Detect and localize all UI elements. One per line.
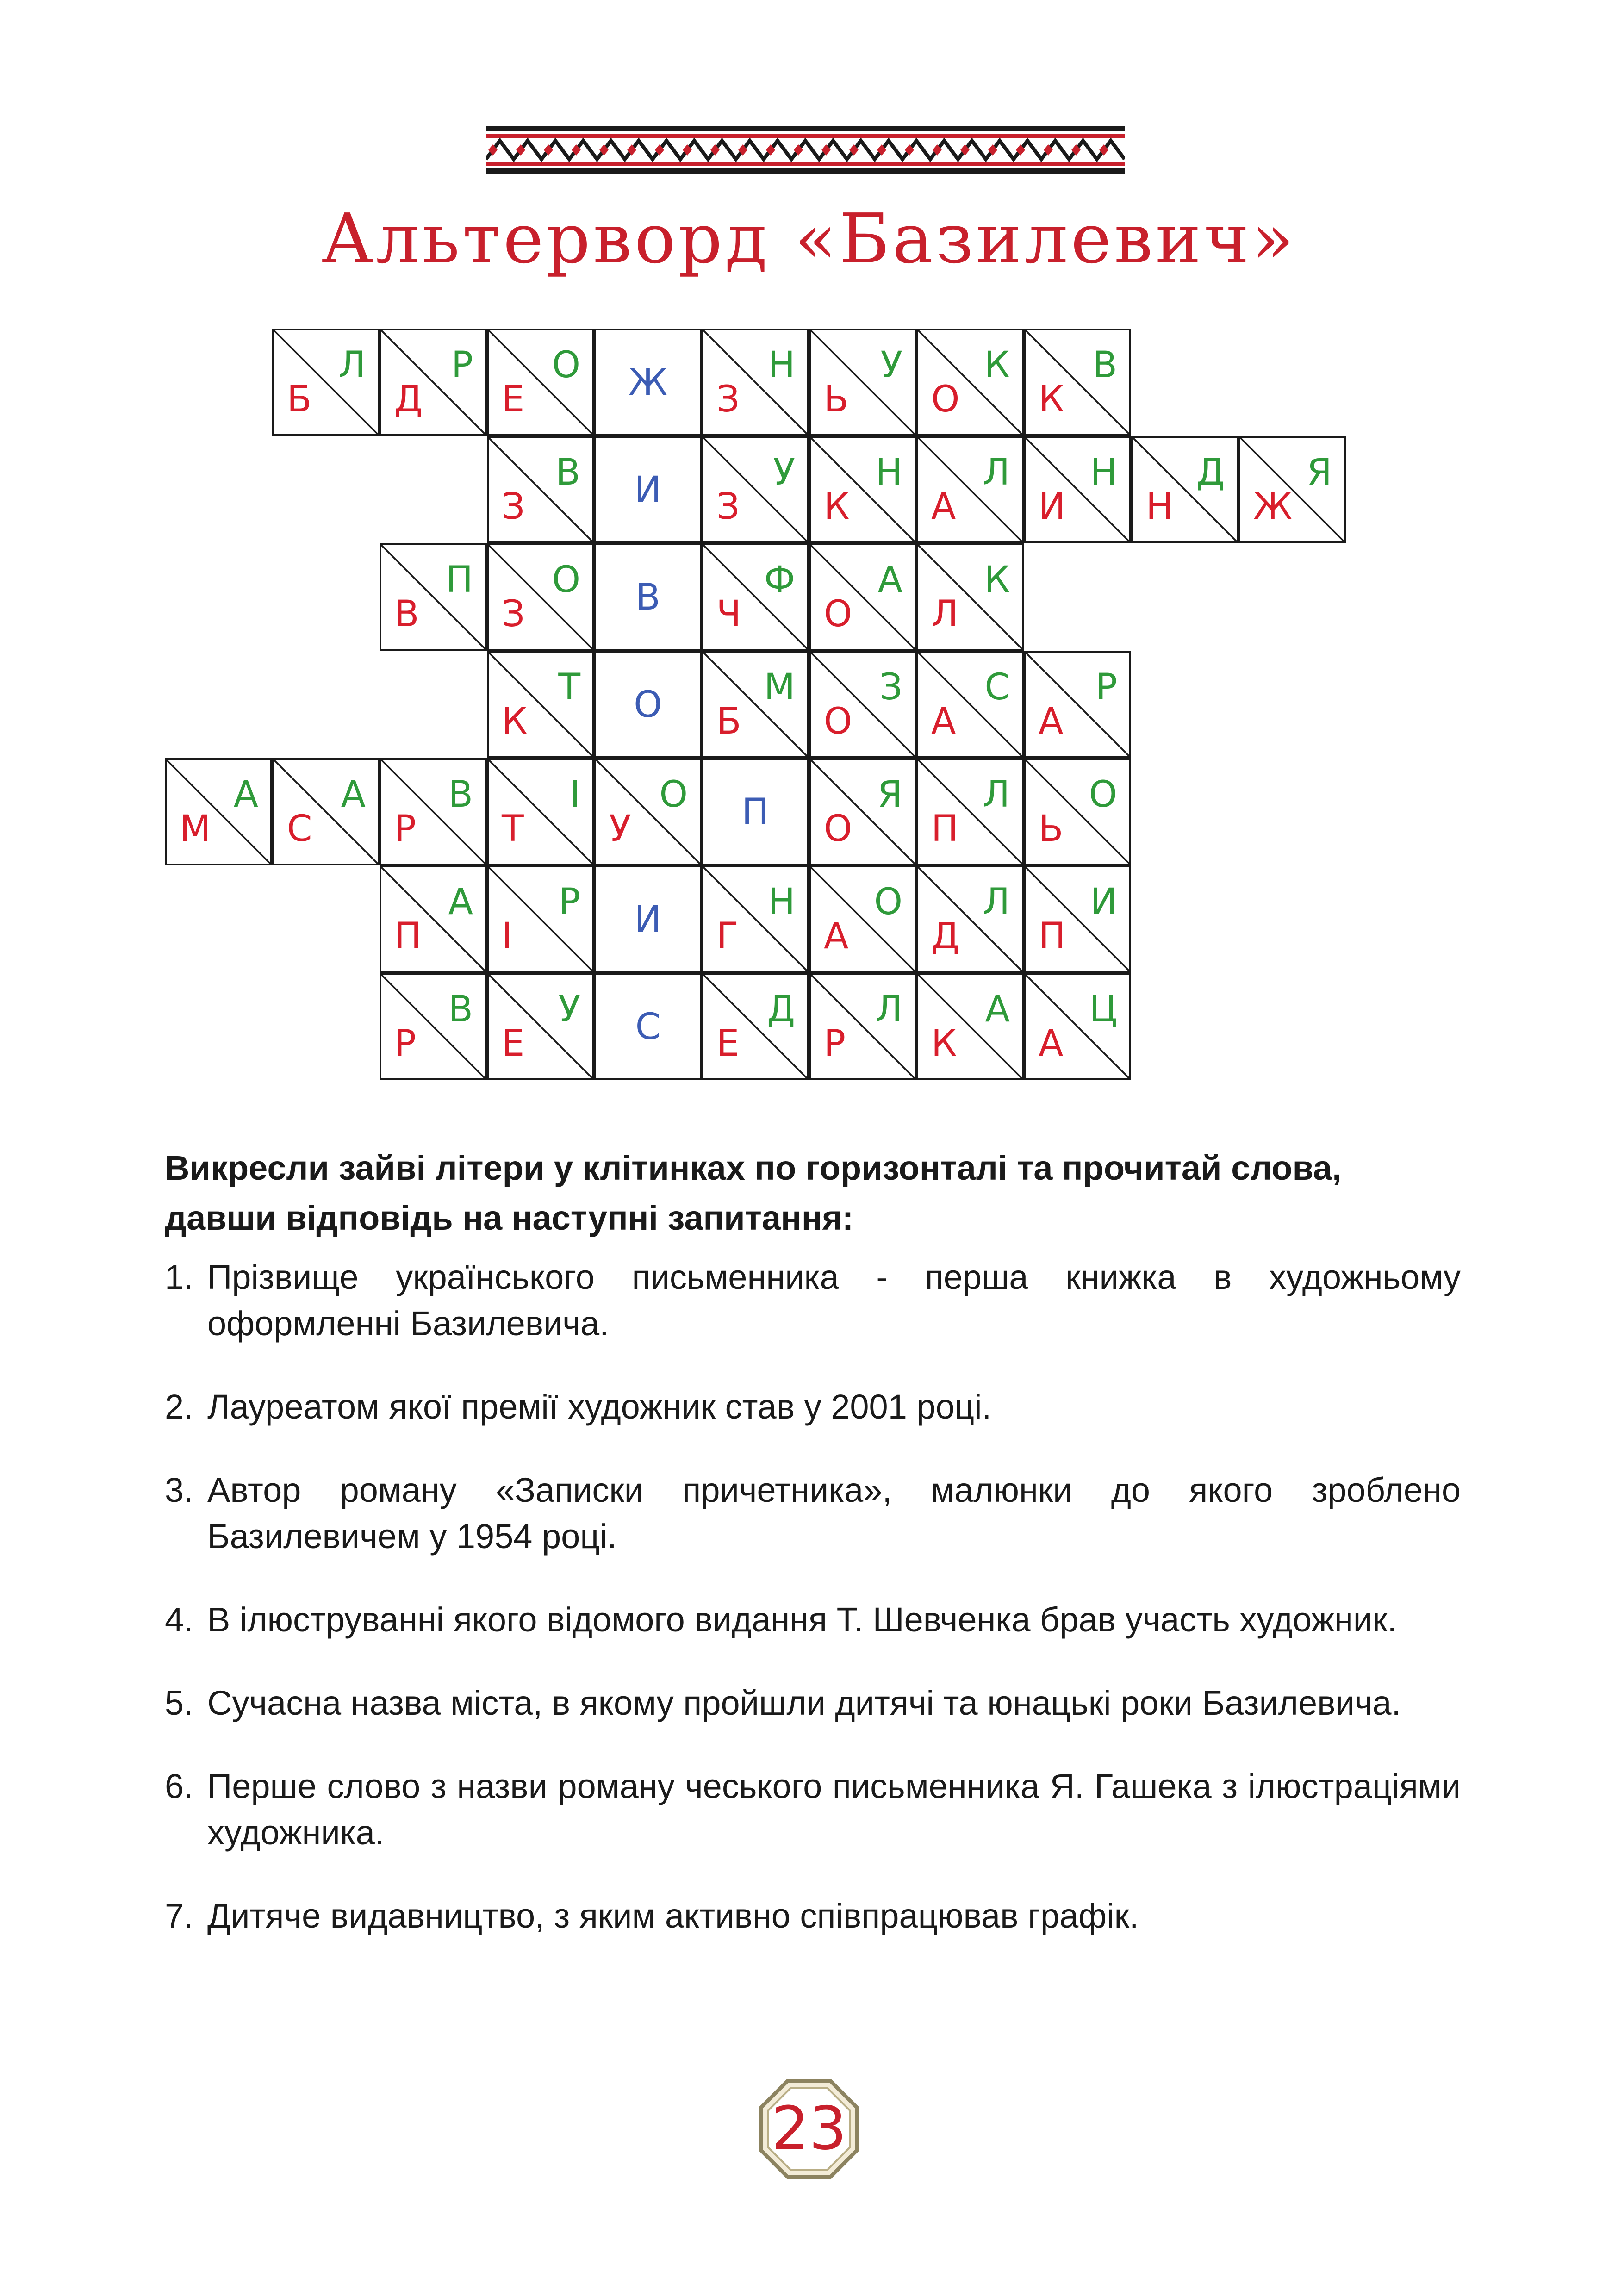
question-text: В ілюструванні якого відомого видання Т. Шевченка брав участь художник. xyxy=(207,1600,1397,1639)
cell-bottom-letter: О xyxy=(931,379,960,420)
cell-bottom-letter: Д xyxy=(394,379,423,420)
grid-cell xyxy=(702,865,809,973)
cell-top-letter: О xyxy=(552,559,580,601)
cell-bottom-letter: Н xyxy=(1146,486,1173,528)
grid-cell xyxy=(702,543,809,651)
grid-cell xyxy=(594,973,702,1080)
cell-bottom-letter: М xyxy=(180,808,211,850)
grid-cell xyxy=(916,973,1024,1080)
cell-top-letter: Я xyxy=(1307,452,1332,493)
cell-bottom-letter: А xyxy=(1039,1023,1064,1064)
cell-top-letter: М xyxy=(764,666,795,708)
cell-bottom-letter: П xyxy=(394,915,422,957)
grid-cell xyxy=(487,865,594,973)
grid-cell xyxy=(380,973,487,1080)
cell-middle-letter: В xyxy=(635,577,660,618)
cell-bottom-letter: К xyxy=(1039,379,1064,420)
grid-cell xyxy=(165,758,272,865)
grid-cell xyxy=(1024,436,1131,543)
grid-cell xyxy=(809,758,916,865)
cell-top-letter: О xyxy=(874,881,902,923)
cell-bottom-letter: С xyxy=(287,808,312,850)
grid-cell xyxy=(594,865,702,973)
question-item xyxy=(165,1763,1461,1856)
cell-middle-letter: П xyxy=(741,791,769,833)
question-number: 4. xyxy=(165,1600,193,1639)
instructions: Викресли зайві літери у клітинках по горизонталі та прочитай слова, давши відповідь на наступні запитання: xyxy=(165,1149,1342,1237)
cell-top-letter: Л xyxy=(983,881,1010,923)
grid-cell xyxy=(916,758,1024,865)
cell-top-letter: З xyxy=(879,666,902,708)
question-item xyxy=(165,1467,1461,1560)
grid-cell xyxy=(809,329,916,436)
cell-middle-letter: О xyxy=(634,684,662,726)
cell-top-letter: А xyxy=(448,881,473,923)
question-list xyxy=(165,1254,1461,1976)
cell-top-letter: Н xyxy=(1090,452,1117,493)
cell-bottom-letter: З xyxy=(716,486,740,528)
cell-bottom-letter: В xyxy=(394,593,419,635)
grid-cell xyxy=(809,436,916,543)
cell-top-letter: В xyxy=(448,774,473,815)
cell-bottom-letter: Б xyxy=(716,701,741,742)
cell-top-letter: С xyxy=(984,666,1010,708)
cell-bottom-letter: Ь xyxy=(824,379,849,420)
grid-cell xyxy=(916,436,1024,543)
cell-top-letter: У xyxy=(558,989,580,1030)
cell-bottom-letter: Б xyxy=(287,379,312,420)
grid-cell xyxy=(487,651,594,758)
grid-cell xyxy=(916,543,1024,651)
cell-top-letter: Д xyxy=(1196,452,1225,493)
cell-bottom-letter: А xyxy=(931,486,956,528)
grid-cell xyxy=(594,436,702,543)
cell-top-letter: Я xyxy=(877,774,902,815)
cell-bottom-letter: Р xyxy=(394,1023,417,1064)
cell-top-letter: О xyxy=(552,344,580,386)
grid-cell xyxy=(1024,758,1131,865)
grid-cell xyxy=(702,651,809,758)
grid-cell xyxy=(380,865,487,973)
cell-top-letter: Р xyxy=(1095,666,1117,708)
grid-cell xyxy=(702,329,809,436)
cell-bottom-letter: Р xyxy=(394,808,417,850)
cell-bottom-letter: А xyxy=(1039,701,1064,742)
cell-top-letter: В xyxy=(448,989,473,1030)
cell-top-letter: Н xyxy=(768,881,795,923)
page-number-badge xyxy=(758,2078,860,2180)
grid-cell xyxy=(594,758,702,865)
cell-bottom-letter: А xyxy=(931,701,956,742)
grid-cell xyxy=(272,758,380,865)
grid-cell xyxy=(809,651,916,758)
page-number: 23 xyxy=(771,2094,847,2163)
cell-top-letter: В xyxy=(1092,344,1117,386)
cell-top-letter: У xyxy=(880,344,902,386)
cell-top-letter: Л xyxy=(338,344,366,386)
cell-bottom-letter: Е xyxy=(502,1023,525,1064)
cell-top-letter: А xyxy=(877,559,902,601)
question-text: Дитяче видавництво, з яким активно співпрацював графік. xyxy=(207,1897,1139,1935)
alterword-grid xyxy=(0,0,1618,1111)
cell-bottom-letter: Е xyxy=(716,1023,740,1064)
cell-top-letter: П xyxy=(446,559,473,601)
cell-bottom-letter: І xyxy=(502,915,513,957)
cell-middle-letter: Ж xyxy=(628,362,668,404)
cell-top-letter: Д xyxy=(767,989,795,1030)
grid-cell xyxy=(487,973,594,1080)
cell-bottom-letter: А xyxy=(824,915,849,957)
cell-middle-letter: И xyxy=(634,469,662,511)
cell-top-letter: А xyxy=(233,774,258,815)
question-text: Автор роману «Записки причетника», малюнки до якого зроблено Базилевичем у 1954 році. xyxy=(207,1471,1461,1556)
question-item xyxy=(165,1597,1461,1643)
question-number: 5. xyxy=(165,1684,193,1722)
cell-bottom-letter: У xyxy=(609,808,631,850)
grid-cell xyxy=(380,329,487,436)
cell-top-letter: Н xyxy=(768,344,795,386)
grid-cell xyxy=(702,436,809,543)
cell-bottom-letter: Т xyxy=(502,808,524,850)
grid-cell xyxy=(487,329,594,436)
question-number: 3. xyxy=(165,1471,193,1509)
cell-top-letter: А xyxy=(341,774,366,815)
grid-cell xyxy=(1238,436,1346,543)
grid-cell xyxy=(487,543,594,651)
cell-top-letter: У xyxy=(773,452,795,493)
question-item xyxy=(165,1254,1461,1347)
cell-bottom-letter: Ж xyxy=(1253,486,1293,528)
cell-bottom-letter: И xyxy=(1039,486,1066,528)
cell-bottom-letter: З xyxy=(502,593,525,635)
cell-bottom-letter: Ч xyxy=(716,593,741,635)
cell-top-letter: Ц xyxy=(1089,989,1117,1030)
cell-bottom-letter: Е xyxy=(502,379,525,420)
cell-top-letter: Л xyxy=(875,989,902,1030)
cell-bottom-letter: К xyxy=(824,486,850,528)
cell-bottom-letter: Л xyxy=(931,593,958,635)
cell-top-letter: Р xyxy=(451,344,473,386)
grid-cell xyxy=(594,329,702,436)
grid-cell xyxy=(809,543,916,651)
question-number: 6. xyxy=(165,1767,193,1805)
question-number: 7. xyxy=(165,1897,193,1935)
cell-middle-letter: С xyxy=(635,1006,661,1048)
question-text: Сучасна назва міста, в якому пройшли дитячі та юнацькі роки Базилевича. xyxy=(207,1684,1401,1722)
grid-cell xyxy=(809,973,916,1080)
question-item xyxy=(165,1893,1461,1939)
grid-cell xyxy=(487,758,594,865)
cell-top-letter: О xyxy=(659,774,688,815)
cell-top-letter: Н xyxy=(875,452,902,493)
cell-top-letter: В xyxy=(555,452,580,493)
grid-cell xyxy=(809,865,916,973)
question-item xyxy=(165,1680,1461,1726)
grid-cell xyxy=(380,758,487,865)
cell-bottom-letter: Р xyxy=(824,1023,846,1064)
grid-cell xyxy=(1024,329,1131,436)
cell-top-letter: Т xyxy=(558,666,580,708)
cell-top-letter: К xyxy=(984,344,1010,386)
grid-cell xyxy=(702,973,809,1080)
cell-bottom-letter: Д xyxy=(931,915,959,957)
question-item xyxy=(165,1384,1461,1430)
cell-middle-letter: И xyxy=(634,899,662,940)
cell-top-letter: Л xyxy=(983,774,1010,815)
cell-bottom-letter: З xyxy=(716,379,740,420)
cell-bottom-letter: О xyxy=(824,593,853,635)
cell-top-letter: К xyxy=(984,559,1010,601)
grid-cell xyxy=(1024,865,1131,973)
question-text: Прізвище українського письменника - перша книжка в художньому оформленні Базилевича. xyxy=(207,1258,1461,1343)
grid-cell xyxy=(702,758,809,865)
cell-top-letter: А xyxy=(985,989,1010,1030)
grid-cell xyxy=(916,329,1024,436)
question-text: Лауреатом якої премії художник став у 2001 році. xyxy=(207,1388,992,1426)
cell-top-letter: О xyxy=(1089,774,1117,815)
cell-top-letter: І xyxy=(569,774,580,815)
grid-cell xyxy=(594,543,702,651)
cell-bottom-letter: Ь xyxy=(1039,808,1064,850)
grid-cell xyxy=(594,651,702,758)
grid-cell xyxy=(272,329,380,436)
question-number: 1. xyxy=(165,1258,193,1296)
cell-bottom-letter: О xyxy=(824,808,853,850)
grid-cell xyxy=(916,865,1024,973)
cell-bottom-letter: Г xyxy=(716,915,739,957)
cell-bottom-letter: З xyxy=(502,486,525,528)
cell-bottom-letter: К xyxy=(502,701,528,742)
question-text: Перше слово з назви роману чеського письменника Я. Гашека з ілюстраціями художника. xyxy=(207,1767,1461,1852)
cell-top-letter: Л xyxy=(983,452,1010,493)
cell-bottom-letter: П xyxy=(1039,915,1066,957)
page-title: Альтерворд «Базилевич» xyxy=(321,199,1297,279)
cell-bottom-letter: О xyxy=(824,701,853,742)
cell-bottom-letter: П xyxy=(931,808,958,850)
question-number: 2. xyxy=(165,1388,193,1426)
cell-top-letter: И xyxy=(1090,881,1117,923)
grid-cell xyxy=(1131,436,1238,543)
cell-top-letter: Р xyxy=(558,881,580,923)
grid-cell xyxy=(380,543,487,651)
cell-bottom-letter: К xyxy=(931,1023,957,1064)
grid-cell xyxy=(487,436,594,543)
grid-cell xyxy=(1024,651,1131,758)
grid-cell xyxy=(1024,973,1131,1080)
grid-cell xyxy=(916,651,1024,758)
cell-top-letter: Ф xyxy=(764,559,795,601)
